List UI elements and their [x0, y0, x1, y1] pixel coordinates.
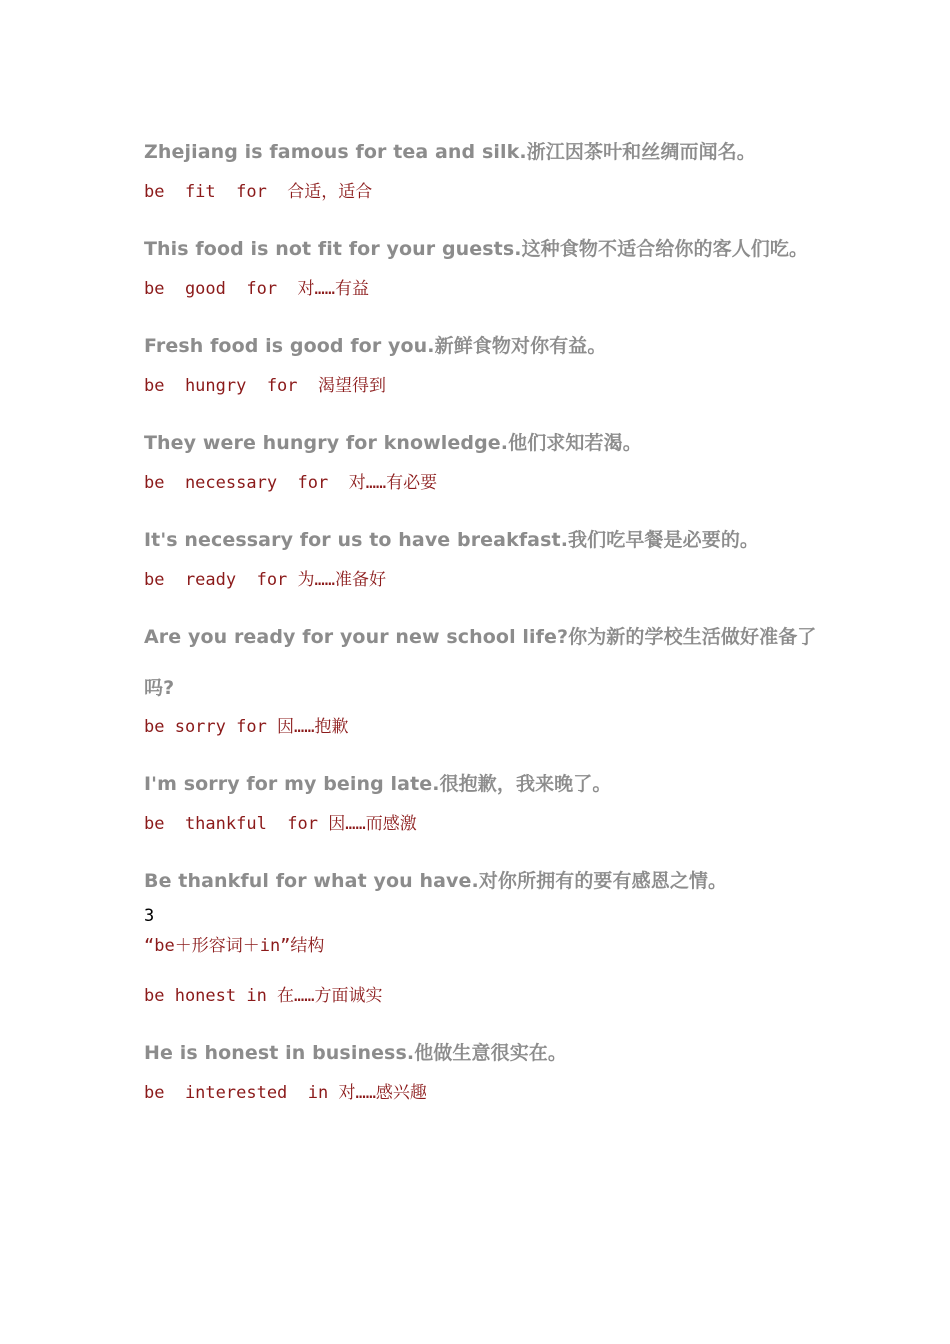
phrase-entry: be good for 对……有益: [144, 279, 369, 299]
example-sentence: They were hungry for knowledge.他们求知若渴。: [144, 432, 642, 454]
phrase-entry: be sorry for 因……抱歉: [144, 717, 349, 737]
example-sentence-continuation: 吗?: [144, 677, 175, 699]
phrase-entry: be interested in 对……感兴趣: [144, 1083, 427, 1103]
phrase-entry: be honest in 在……方面诚实: [144, 986, 383, 1006]
section-heading: “be＋形容词＋in”结构: [144, 936, 325, 956]
example-sentence: Zhejiang is famous for tea and silk.浙江因茶叶和丝绸而闻名。: [144, 141, 756, 163]
phrase-entry: be fit for 合适，适合: [144, 182, 373, 202]
example-sentence: It's necessary for us to have breakfast.我们吃早餐是必要的。: [144, 529, 760, 551]
phrase-entry: be necessary for 对……有必要: [144, 473, 438, 493]
example-sentence: Be thankful for what you have.对你所拥有的要有感恩之情。: [144, 870, 728, 892]
phrase-entry: be thankful for 因……而感激: [144, 814, 417, 834]
example-sentence: This food is not fit for your guests.这种食物不适合给你的客人们吃。: [144, 238, 809, 260]
example-sentence: Are you ready for your new school life?你为新的学校生活做好准备了: [144, 626, 817, 648]
phrase-entry: be ready for 为……准备好: [144, 570, 386, 590]
phrase-entry: be hungry for 渴望得到: [144, 376, 386, 396]
example-sentence: He is honest in business.他做生意很实在。: [144, 1042, 567, 1064]
example-sentence: Fresh food is good for you.新鲜食物对你有益。: [144, 335, 607, 357]
section-number: 3: [144, 906, 155, 926]
example-sentence: I'm sorry for my being late.很抱歉，我来晚了。: [144, 773, 612, 795]
